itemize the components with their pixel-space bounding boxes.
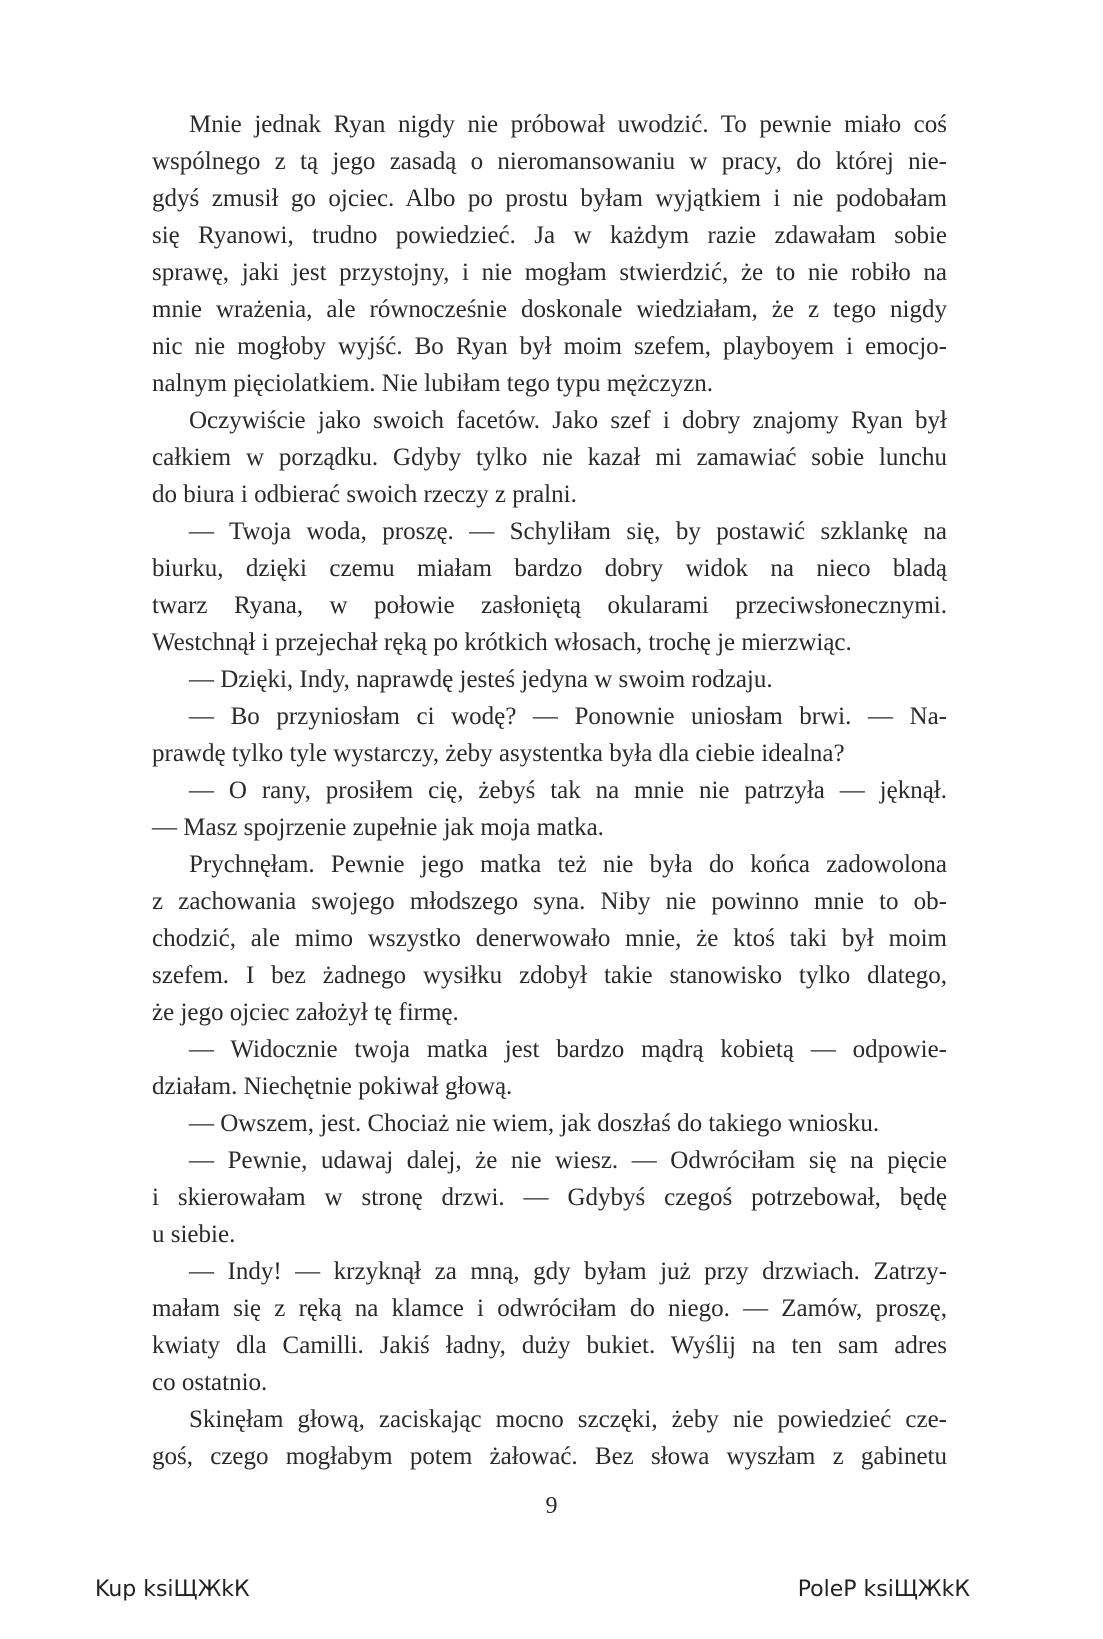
text-line: — Bo przyniosłam ci wodę? — Ponownie uniosłam brwi. — Na- (189, 703, 947, 730)
text-line: działam. Niechętnie pokiwał głową. (152, 1073, 513, 1100)
text-line: kwiaty dla Camilli. Jakiś ładny, duży bukiet. Wyślij na ten sam adres (152, 1332, 947, 1359)
text-line: całkiem w porządku. Gdyby tylko nie kazał mi zamawiać sobie lunchu (152, 444, 947, 471)
text-line: Westchnął i przejechał ręką po krótkich włosach, trochę je mierzwiąc. (152, 629, 852, 656)
text-line: — Masz spojrzenie zupełnie jak moja matka. (152, 814, 604, 841)
text-line: Oczywiście jako swoich facetów. Jako szef i dobry znajomy Ryan był (189, 407, 947, 434)
text-line: — Twoja woda, proszę. — Schyliłam się, by postawić szklankę na (189, 518, 947, 545)
text-line: prawdę tylko tyle wystarczy, żeby asystentka była dla ciebie idealna? (152, 740, 845, 767)
page-body-text (152, 106, 947, 1475)
text-line: chodzić, ale mimo wszystko denerwowało mnie, że ktoś taki był moim (152, 925, 947, 952)
text-line: sprawę, jaki jest przystojny, i nie mogłam stwierdzić, że to nie robiło na (152, 259, 947, 286)
text-line: Skinęłam głową, zaciskając mocno szczęki, żeby nie powiedzieć cze- (189, 1406, 947, 1433)
text-line: co ostatnio. (152, 1369, 268, 1396)
text-line: i skierowałam w stronę drzwi. — Gdybyś czegoś potrzebował, będę (152, 1184, 947, 1211)
text-line: twarz Ryana, w połowie zasłoniętą okularami przeciwsłonecznymi. (152, 592, 947, 619)
text-line: — Pewnie, udawaj dalej, że nie wiesz. — Odwróciłam się na pięcie (189, 1147, 947, 1174)
text-line: mnie wrażenia, ale równocześnie doskonale wiedziałam, że z tego nigdy (152, 296, 947, 323)
text-line: — Owszem, jest. Chociaż nie wiem, jak doszłaś do takiego wniosku. (189, 1110, 880, 1137)
text-line: — Indy! — krzyknął za mną, gdy byłam już przy drzwiach. Zatrzy- (189, 1258, 947, 1285)
text-line: — Dzięki, Indy, naprawdę jesteś jedyna w swoim rodzaju. (189, 666, 773, 693)
text-line: gdyś zmusił go ojciec. Albo po prostu byłam wyjątkiem i nie podobałam (152, 185, 947, 212)
text-line: nic nie mogłoby wyjść. Bo Ryan był moim szefem, playboyem i emocjo- (152, 333, 947, 360)
text-line: biurku, dzięki czemu miałam bardzo dobry widok na nieco bladą (152, 555, 947, 582)
text-line: do biura i odbierać swoich rzeczy z pralni. (152, 481, 577, 508)
text-line: że jego ojciec założył tę firmę. (152, 999, 459, 1026)
text-line: z zachowania swojego młodszego syna. Niby nie powinno mnie to ob- (152, 888, 947, 915)
text-line: u siebie. (152, 1221, 236, 1248)
text-line: — Widocznie twoja matka jest bardzo mądrą kobietą — odpowie- (189, 1036, 947, 1063)
text-line: Prychnęłam. Pewnie jego matka też nie była do końca zadowolona (189, 851, 947, 878)
text-line: szefem. I bez żadnego wysiłku zdobył takie stanowisko tylko dlatego, (152, 962, 947, 989)
buy-book-link[interactable]: Kup ksiЩЖkК (95, 1577, 250, 1602)
text-line: nalnym pięciolatkiem. Nie lubiłam tego typu mężczyzn. (152, 370, 713, 397)
recommend-book-link[interactable]: PoleР ksiЩЖkК (797, 1577, 970, 1602)
page-number: 9 (545, 1493, 558, 1519)
text-line: wspólnego z tą jego zasadą o nieromansowaniu w pracy, do której nie- (152, 148, 947, 175)
text-line: Mnie jednak Ryan nigdy nie próbował uwodzić. To pewnie miało coś (189, 111, 947, 138)
text-line: — O rany, prosiłem cię, żebyś tak na mnie nie patrzyła — jęknął. (189, 777, 947, 804)
text-line: małam się z ręką na klamce i odwróciłam do niego. — Zamów, proszę, (152, 1295, 947, 1322)
text-line: goś, czego mogłabym potem żałować. Bez słowa wyszłam z gabinetu (152, 1443, 947, 1470)
text-line: się Ryanowi, trudno powiedzieć. Ja w każdym razie zdawałam sobie (152, 222, 947, 249)
